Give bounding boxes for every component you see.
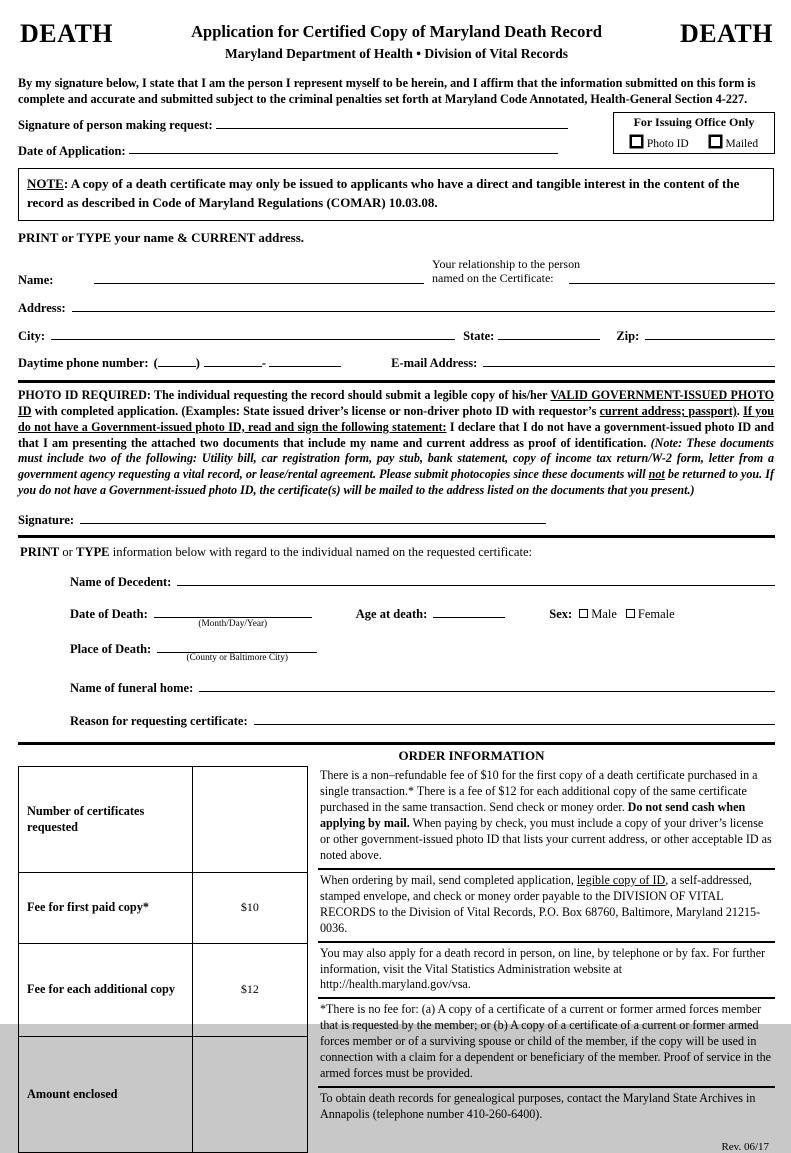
email-label: E-mail Address: (391, 356, 478, 371)
fee-row-amount[interactable] (192, 767, 307, 873)
fee-row-label: Number of certificates requested (19, 767, 193, 873)
sex-male-option[interactable] (579, 607, 617, 622)
decedent-heading-or: or (59, 544, 76, 559)
divider-rule (18, 535, 775, 538)
fee-row-label: Fee for each additional copy (19, 943, 193, 1036)
decedent-name-row (70, 573, 775, 590)
decedent-name-input[interactable] (177, 573, 775, 586)
reason-label: Reason for requesting certificate: (70, 714, 248, 729)
sex-female-option[interactable] (626, 607, 675, 622)
applicant-address-block (18, 256, 775, 372)
photo-id-t9: (Note: These documents must include two of the following: Utility bill, car registration form, pay stub, bank statement, copy of income tax return/W-2 form, letter from a government agency requesting a vital record, or lease/rental agreement. Please submit photocopies since these documents will (18, 435, 774, 482)
photo-id-signature-row (18, 507, 775, 527)
name-row (18, 271, 775, 288)
date-application-input[interactable] (129, 142, 558, 155)
affirmation-line-1: By my signature below, I state that I am the person I represent myself to be herein, and I affirm that the information submitted on this form is (18, 76, 756, 91)
place-of-death-group (157, 640, 317, 664)
phone-label: Daytime phone number: (18, 356, 149, 371)
note-prefix: NOTE (27, 176, 64, 192)
order-grid (18, 765, 775, 1153)
relationship-line-2: named on the Certificate: (432, 271, 554, 286)
form-content (14, 14, 777, 1153)
place-of-death-label: Place of Death: (70, 642, 152, 657)
date-application-label: Date of Application: (18, 143, 126, 158)
relationship-input[interactable] (569, 271, 775, 284)
reason-row (70, 712, 775, 729)
order-block-4: *There is no fee for: (a) A copy of a certificate of a current or former armed forces member that is requested by the member; or (b) A copy of a certificate of a current or former armed forces member or of a surviving spouse or child of the member, if the copy will be used in connection with a claim for a dependent or beneficiary of the member. Proof of service in the armed forces must be provided. (318, 997, 775, 1086)
funeral-home-label: Name of funeral home: (70, 681, 194, 696)
photo-id-t4: with completed application. (Examples: State issued driver’s license or non-driver photo ID with requestor’s (31, 404, 600, 419)
fee-row-amount: $10 (192, 873, 307, 943)
issuing-office-title: For Issuing Office Only (633, 115, 755, 130)
date-of-death-label: Date of Death: (70, 607, 148, 622)
reason-input[interactable] (254, 712, 775, 725)
date-of-death-input[interactable] (154, 606, 312, 619)
photo-id-label: Photo ID (646, 137, 689, 150)
table-row (19, 873, 308, 943)
photo-id-signature-input[interactable] (80, 507, 546, 523)
phone-open-paren: ( (153, 356, 158, 371)
zip-input[interactable] (645, 327, 775, 340)
decedent-name-label: Name of Decedent: (70, 574, 172, 589)
decedent-fields (70, 573, 775, 729)
photo-id-t1: PHOTO ID REQUIRED: (18, 388, 151, 403)
order-block-5: To obtain death records for genealogical purposes, contact the Maryland State Archives in Annapolis (telephone number 410-260-6400). (318, 1086, 775, 1127)
mailed-option[interactable] (709, 134, 759, 150)
email-input[interactable] (483, 355, 775, 368)
photo-id-t6: . (736, 404, 744, 419)
order-information-title: ORDER INFORMATION (398, 748, 545, 764)
phone-prefix-input[interactable] (204, 355, 262, 368)
city-label: City: (18, 328, 46, 343)
sex-label: Sex: (549, 607, 573, 622)
signature-request-input[interactable] (216, 116, 568, 129)
checkbox-icon[interactable] (626, 609, 635, 618)
zip-label: Zip: (616, 328, 640, 343)
name-input[interactable] (94, 271, 424, 284)
photo-id-t7: If you do not have a Government-issued photo ID, read and sign the following statement: (18, 404, 775, 434)
city-input[interactable] (51, 327, 455, 340)
age-at-death-input[interactable] (433, 606, 505, 619)
address-row (18, 299, 775, 316)
place-of-death-row (70, 640, 775, 664)
fee-row-amount: $12 (192, 943, 307, 1036)
table-row (19, 1036, 308, 1152)
mailed-label: Mailed (725, 137, 759, 150)
order-block-1 (318, 765, 775, 868)
photo-id-t5: current address; passport) (599, 404, 737, 419)
page-subtitle: Maryland Department of Health • Division of Vital Records (225, 45, 568, 61)
issuing-office-options (614, 134, 774, 150)
phone-close-paren: ) (195, 356, 200, 371)
order-text-column (318, 765, 775, 1153)
affirmation-line-2: complete and accurate and submitted subject to the criminal penalties set forth at Maryland Code Annotated, Health-General Section 4-227. (18, 91, 748, 106)
decedent-heading (20, 545, 777, 560)
divider-rule (18, 380, 775, 383)
name-label: Name: (18, 272, 54, 287)
order-block-2b: legible copy of ID (576, 872, 666, 887)
place-of-death-caption: (County or Baltimore City) (186, 653, 288, 664)
photo-id-t11: be returned to you. If you do not have a Government-issued photo ID, the certificate(s) will be mailed to the address listed on the documents that you present.) (18, 467, 774, 497)
address-label: Address: (18, 300, 66, 315)
sex-male-label: Male (591, 607, 617, 622)
place-of-death-input[interactable] (157, 640, 317, 653)
fee-row-label: Fee for first paid copy* (19, 873, 193, 943)
checkbox-icon[interactable] (630, 135, 643, 148)
signature-area (14, 116, 777, 164)
title-block (113, 20, 680, 63)
date-of-death-caption: (Month/Day/Year) (198, 618, 268, 629)
age-at-death-label: Age at death: (355, 607, 428, 622)
phone-dash: - (261, 356, 267, 371)
page-title: Application for Certified Copy of Maryland Death Record (191, 22, 602, 41)
funeral-home-input[interactable] (199, 679, 775, 692)
decedent-heading-print: PRINT (20, 544, 60, 559)
death-word-left: DEATH (20, 19, 114, 48)
decedent-heading-tail: information below with regard to the individual named on the requested certificate: (109, 544, 533, 559)
phone-area-input[interactable] (158, 355, 196, 368)
photo-id-t10: not (648, 467, 665, 482)
date-of-death-group (154, 606, 312, 629)
sex-female-label: Female (637, 607, 675, 622)
decedent-heading-type: TYPE (75, 544, 110, 559)
checkbox-icon[interactable] (709, 135, 722, 148)
photo-id-t8: I declare that I do not have a government-issued photo ID and that I am presenting the attached two documents that include my name and current address as proof of identification. (18, 419, 774, 450)
affirmation-text (18, 76, 775, 107)
order-block-1b: Do not send cash when applying by mail. (320, 799, 746, 830)
relationship-label (432, 257, 580, 285)
photo-id-paragraph (18, 388, 774, 498)
note-colon: : (63, 176, 69, 192)
order-block-2 (318, 868, 775, 941)
form-header (14, 14, 777, 63)
decedent-death-row (70, 606, 775, 629)
issuing-office-box (613, 112, 775, 154)
relationship-line-1: Your relationship to the person (432, 256, 581, 271)
fee-row-label: Amount enclosed (19, 1036, 193, 1152)
photo-id-signature-label: Signature: (18, 512, 75, 527)
order-information-section (18, 745, 775, 1153)
table-row (19, 767, 308, 873)
photo-id-option[interactable] (630, 134, 689, 150)
funeral-home-row (70, 679, 775, 696)
order-block-1c: When paying by check, you must include a copy of your driver’s license or other government-issued photo ID that lists your current address, or other acceptable ID as noted above. (320, 815, 772, 862)
checkbox-icon[interactable] (579, 609, 588, 618)
order-block-1a: There is a non–refundable fee of $10 for the first copy of a death certificate purchased in a single transaction.* There is a fee of $12 for each additional copy of the same certificate purchased in the same transaction. Send check or money order. (320, 768, 758, 814)
death-word-right: DEATH (679, 19, 773, 48)
table-row (19, 943, 308, 1036)
phone-email-row (18, 355, 775, 372)
order-block-2c: , a self-addressed, stamped envelope, and check or money order payable to the DIVISION OF VITAL RECORDS to the Division of Vital Records, P.O. Box 68760, Baltimore, Maryland 21215-0036. (320, 872, 761, 935)
applicant-heading: PRINT or TYPE your name & CURRENT address. (18, 229, 305, 245)
revision-label: Rev. 06/17 (721, 1141, 769, 1153)
signature-request-label: Signature of person making request: (18, 118, 213, 133)
note-text: A copy of a death certificate may only be issued to applicants who have a direct and tangible interest in the content of the record as described in Code of Maryland Regulations (COMAR) 10.03.08. (27, 176, 740, 211)
address-input[interactable] (72, 299, 775, 312)
order-block-3: You may also apply for a death record in person, on line, by telephone or by fax. For further information, visit the Vital Statistics Administration website at http://health.maryland.gov/vsa. (318, 941, 775, 998)
photo-id-t2: The individual requesting the record should submit a legible copy of his/her (150, 388, 551, 403)
city-state-zip-row (18, 327, 775, 344)
fee-table (18, 766, 308, 1153)
note-box (18, 168, 774, 221)
order-block-2a: When ordering by mail, send completed application, (320, 872, 577, 887)
photo-id-t3: VALID GOVERNMENT-ISSUED PHOTO ID (18, 388, 775, 419)
phone-suffix-input[interactable] (269, 355, 341, 368)
fee-row-amount[interactable] (192, 1036, 307, 1152)
state-input[interactable] (498, 327, 600, 340)
state-label: State: (463, 328, 495, 343)
